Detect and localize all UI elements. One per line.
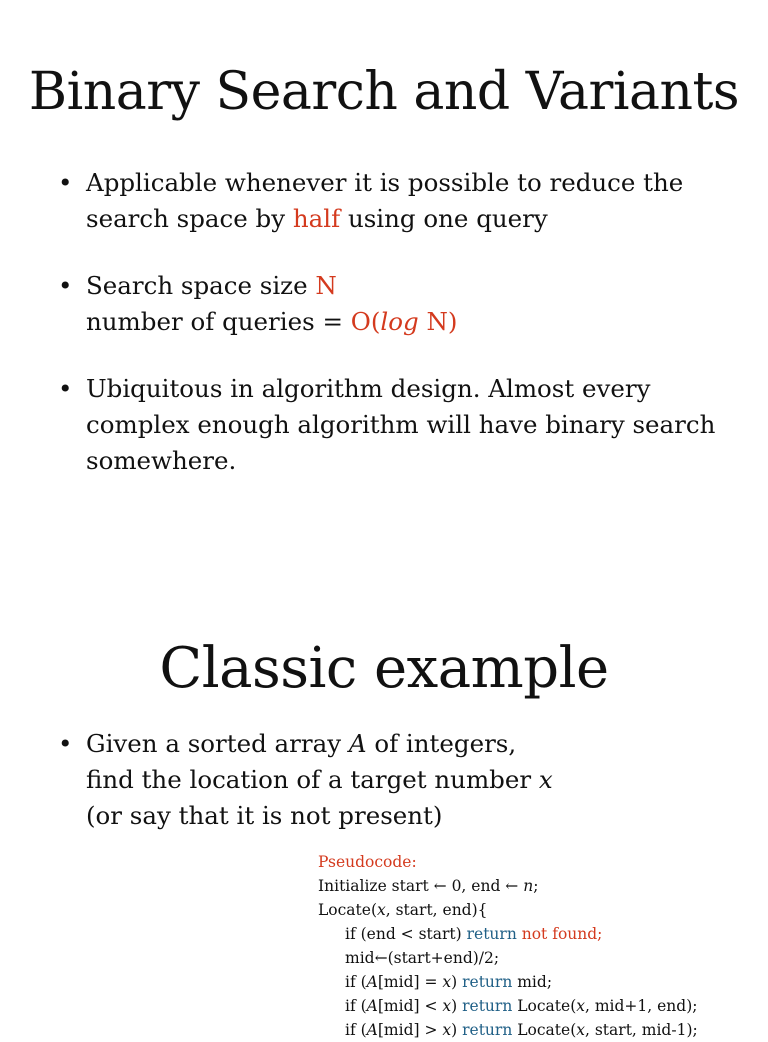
- code-line-mid: mid←(start+end)/2;: [345, 949, 500, 967]
- bullet-text: number of queries =: [86, 307, 351, 336]
- bullet-applicable: [58, 165, 758, 237]
- var-x: x: [576, 997, 585, 1015]
- code-line-lt: [318, 994, 698, 1018]
- var-x: x: [538, 765, 553, 794]
- code-text: ;: [533, 877, 539, 895]
- code-text: Initialize start ← 0, end ←: [318, 877, 524, 895]
- code-text: if (end < start): [345, 925, 467, 943]
- code-line-end-check: [318, 922, 698, 946]
- code-text: ): [451, 997, 463, 1015]
- code-text: [mid] <: [377, 997, 443, 1015]
- bullet-text: Given a sorted array: [86, 729, 349, 758]
- code-text: ): [451, 1021, 463, 1039]
- var-x: x: [442, 1021, 452, 1039]
- not-found-text: not found;: [516, 925, 603, 943]
- var-a: A: [366, 973, 378, 991]
- code-line-gt: [318, 1018, 698, 1042]
- bullet-search-space: [58, 268, 758, 340]
- pseudocode-label: Pseudocode:: [318, 853, 417, 871]
- bullet-list-binary-search: [58, 165, 758, 479]
- bullet-ubiquitous: • Ubiquitous in algorithm design. Almost every complex enough algorithm will have binary search somewhere.: [58, 371, 758, 479]
- bullet-text: (or say that it is not present): [86, 801, 443, 830]
- pseudocode-block: [318, 850, 698, 1042]
- code-text: [mid] >: [377, 1021, 443, 1039]
- var-x: x: [377, 901, 386, 919]
- var-n: n: [523, 877, 534, 895]
- code-line-init: [318, 874, 698, 898]
- keyword-return: return: [462, 973, 513, 991]
- code-text: , mid+1, end);: [585, 997, 698, 1015]
- keyword-return: return: [462, 1021, 513, 1039]
- bullet-given-array: [58, 726, 758, 834]
- var-a: A: [366, 997, 378, 1015]
- slide-title-classic-example: Classic example: [159, 636, 609, 701]
- bullet-text: using one query: [340, 204, 548, 233]
- var-x: x: [576, 1021, 585, 1039]
- code-text: Locate(: [512, 1021, 577, 1039]
- slide-title-binary-search: Binary Search and Variants: [28, 62, 740, 122]
- code-text: mid;: [512, 973, 553, 991]
- bullet-list-classic-example: [58, 726, 758, 834]
- var-x: x: [442, 973, 452, 991]
- var-a: A: [366, 1021, 378, 1039]
- bullet-text: Search space size: [86, 271, 316, 300]
- bullet-text: of integers,: [366, 729, 517, 758]
- bullet-text: Applicable whenever it is possible to reduce the search space by: [86, 168, 684, 233]
- code-text: Locate(: [318, 901, 377, 919]
- code-text: Locate(: [512, 997, 577, 1015]
- var-x: x: [442, 997, 452, 1015]
- big-o-close: N): [418, 307, 458, 336]
- code-text: , start, mid-1);: [585, 1021, 698, 1039]
- code-text: [mid] =: [377, 973, 443, 991]
- code-text: ): [451, 973, 463, 991]
- big-o-open: O(: [350, 307, 381, 336]
- big-o-log: log: [380, 307, 419, 336]
- code-line-locate: [318, 898, 698, 922]
- highlight-n: N: [315, 271, 337, 300]
- keyword-return: return: [462, 997, 513, 1015]
- highlight-half: half: [292, 204, 341, 233]
- var-a: A: [348, 729, 367, 758]
- code-text: if (: [345, 997, 367, 1015]
- code-line-eq: [318, 970, 698, 994]
- code-text: if (: [345, 1021, 367, 1039]
- big-o-expression: [351, 307, 458, 336]
- keyword-return: return: [466, 925, 517, 943]
- bullet-text: find the location of a target number: [86, 765, 539, 794]
- code-text: , start, end){: [385, 901, 488, 919]
- code-text: if (: [345, 973, 367, 991]
